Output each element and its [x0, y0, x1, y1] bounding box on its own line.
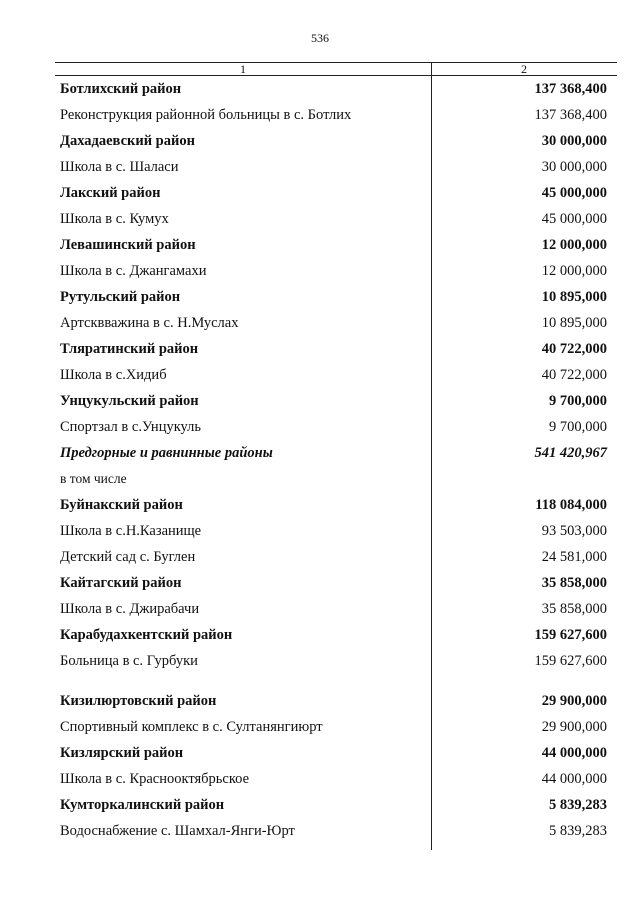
row-name: Больница в с. Гурбуки	[60, 653, 198, 669]
page-number: 536	[311, 31, 329, 45]
table-row	[55, 596, 617, 622]
row-amount: 5 839,283	[549, 797, 607, 813]
table-row	[55, 570, 617, 596]
row-amount: 12 000,000	[541, 237, 607, 253]
row-amount: 9 700,000	[549, 393, 607, 409]
row-name: Школа в с. Джангамахи	[60, 263, 207, 279]
table-row	[55, 648, 617, 674]
table-row	[55, 388, 617, 414]
row-amount: 30 000,000	[541, 133, 607, 149]
row-amount: 30 000,000	[541, 159, 607, 175]
row-name: Спортзал в с.Унцукуль	[60, 419, 201, 435]
table-row	[55, 128, 617, 154]
row-name: Рутульский район	[60, 289, 181, 305]
row-name: Детский сад с. Буглен	[60, 549, 196, 565]
row-name: Школа в с. Кумух	[60, 211, 169, 227]
row-name: Школа в с. Краснооктябрьское	[60, 771, 250, 787]
row-amount: 159 627,600	[534, 627, 607, 643]
row-name: Артсквважина в с. Н.Муслах	[60, 315, 239, 331]
row-amount: 40 722,000	[541, 341, 607, 357]
row-name: Кайтагский район	[60, 575, 182, 591]
table-row	[55, 362, 617, 388]
table-row	[55, 102, 617, 128]
row-name: Водоснабжение с. Шамхал-Янги-Юрт	[60, 823, 295, 839]
table-row	[55, 466, 617, 492]
row-name: Буйнакский район	[60, 497, 183, 513]
row-name: Предгорные и равнинные районы	[60, 445, 273, 461]
row-name: Кизилюртовский район	[60, 693, 217, 709]
header-col-2: 2	[521, 62, 527, 76]
table-row	[55, 714, 617, 740]
table-row	[55, 336, 617, 362]
table-row	[55, 154, 617, 180]
row-amount: 9 700,000	[549, 419, 607, 435]
row-name: Карабудахкентский район	[60, 627, 233, 643]
table-row	[55, 518, 617, 544]
row-amount: 12 000,000	[541, 263, 607, 279]
row-amount: 10 895,000	[541, 315, 607, 331]
row-name: Кизлярский район	[60, 745, 184, 761]
row-name: Тляратинский район	[60, 341, 199, 357]
row-name: в том числе	[60, 471, 127, 486]
table-row	[55, 180, 617, 206]
row-name: Школа в с.Н.Казанище	[60, 523, 202, 539]
row-name: Унцукульский район	[60, 393, 199, 409]
row-amount: 29 900,000	[541, 719, 607, 735]
row-amount: 137 368,400	[534, 81, 607, 97]
table-body	[55, 76, 617, 844]
row-name: Реконструкция районной больницы в с. Ботлих	[60, 107, 352, 123]
row-amount: 35 858,000	[541, 575, 607, 591]
row-name: Лакский район	[60, 185, 161, 201]
header-col-1: 1	[240, 62, 246, 76]
row-name: Кумторкалинский район	[60, 797, 225, 813]
table-row	[55, 440, 617, 466]
table-row	[55, 284, 617, 310]
row-name: Спортивный комплекс в с. Султанянгиюрт	[60, 719, 323, 735]
row-amount: 24 581,000	[541, 549, 607, 565]
table-row	[55, 792, 617, 818]
table-header	[55, 62, 617, 76]
table-row	[55, 622, 617, 648]
row-name: Школа в с.Хидиб	[60, 367, 167, 383]
row-amount: 44 000,000	[541, 771, 607, 787]
row-name: Левашинский район	[60, 237, 196, 253]
row-amount: 137 368,400	[534, 107, 607, 123]
table-row	[55, 766, 617, 792]
table-row	[55, 414, 617, 440]
budget-table	[55, 62, 617, 844]
row-amount: 541 420,967	[534, 445, 607, 461]
table-row	[55, 76, 617, 102]
table-row	[55, 492, 617, 518]
row-name: Ботлихский район	[60, 81, 182, 97]
row-amount: 29 900,000	[541, 693, 607, 709]
table-row	[55, 206, 617, 232]
row-amount: 93 503,000	[541, 523, 607, 539]
table-row	[55, 688, 617, 714]
table-row	[55, 258, 617, 284]
row-name: Дахадаевский район	[60, 133, 195, 149]
row-amount: 45 000,000	[541, 185, 607, 201]
row-amount: 45 000,000	[541, 211, 607, 227]
row-amount: 159 627,600	[534, 653, 607, 669]
row-amount: 10 895,000	[541, 289, 607, 305]
row-name: Школа в с. Шаласи	[60, 159, 179, 175]
table-row	[55, 310, 617, 336]
row-amount: 35 858,000	[541, 601, 607, 617]
row-amount: 44 000,000	[541, 745, 607, 761]
row-amount: 40 722,000	[541, 367, 607, 383]
row-name: Школа в с. Джирабачи	[60, 601, 200, 617]
table-row	[55, 544, 617, 570]
row-amount: 5 839,283	[549, 823, 607, 839]
table-row	[55, 740, 617, 766]
table-row	[55, 232, 617, 258]
table-row	[55, 818, 617, 844]
row-amount: 118 084,000	[535, 497, 607, 513]
